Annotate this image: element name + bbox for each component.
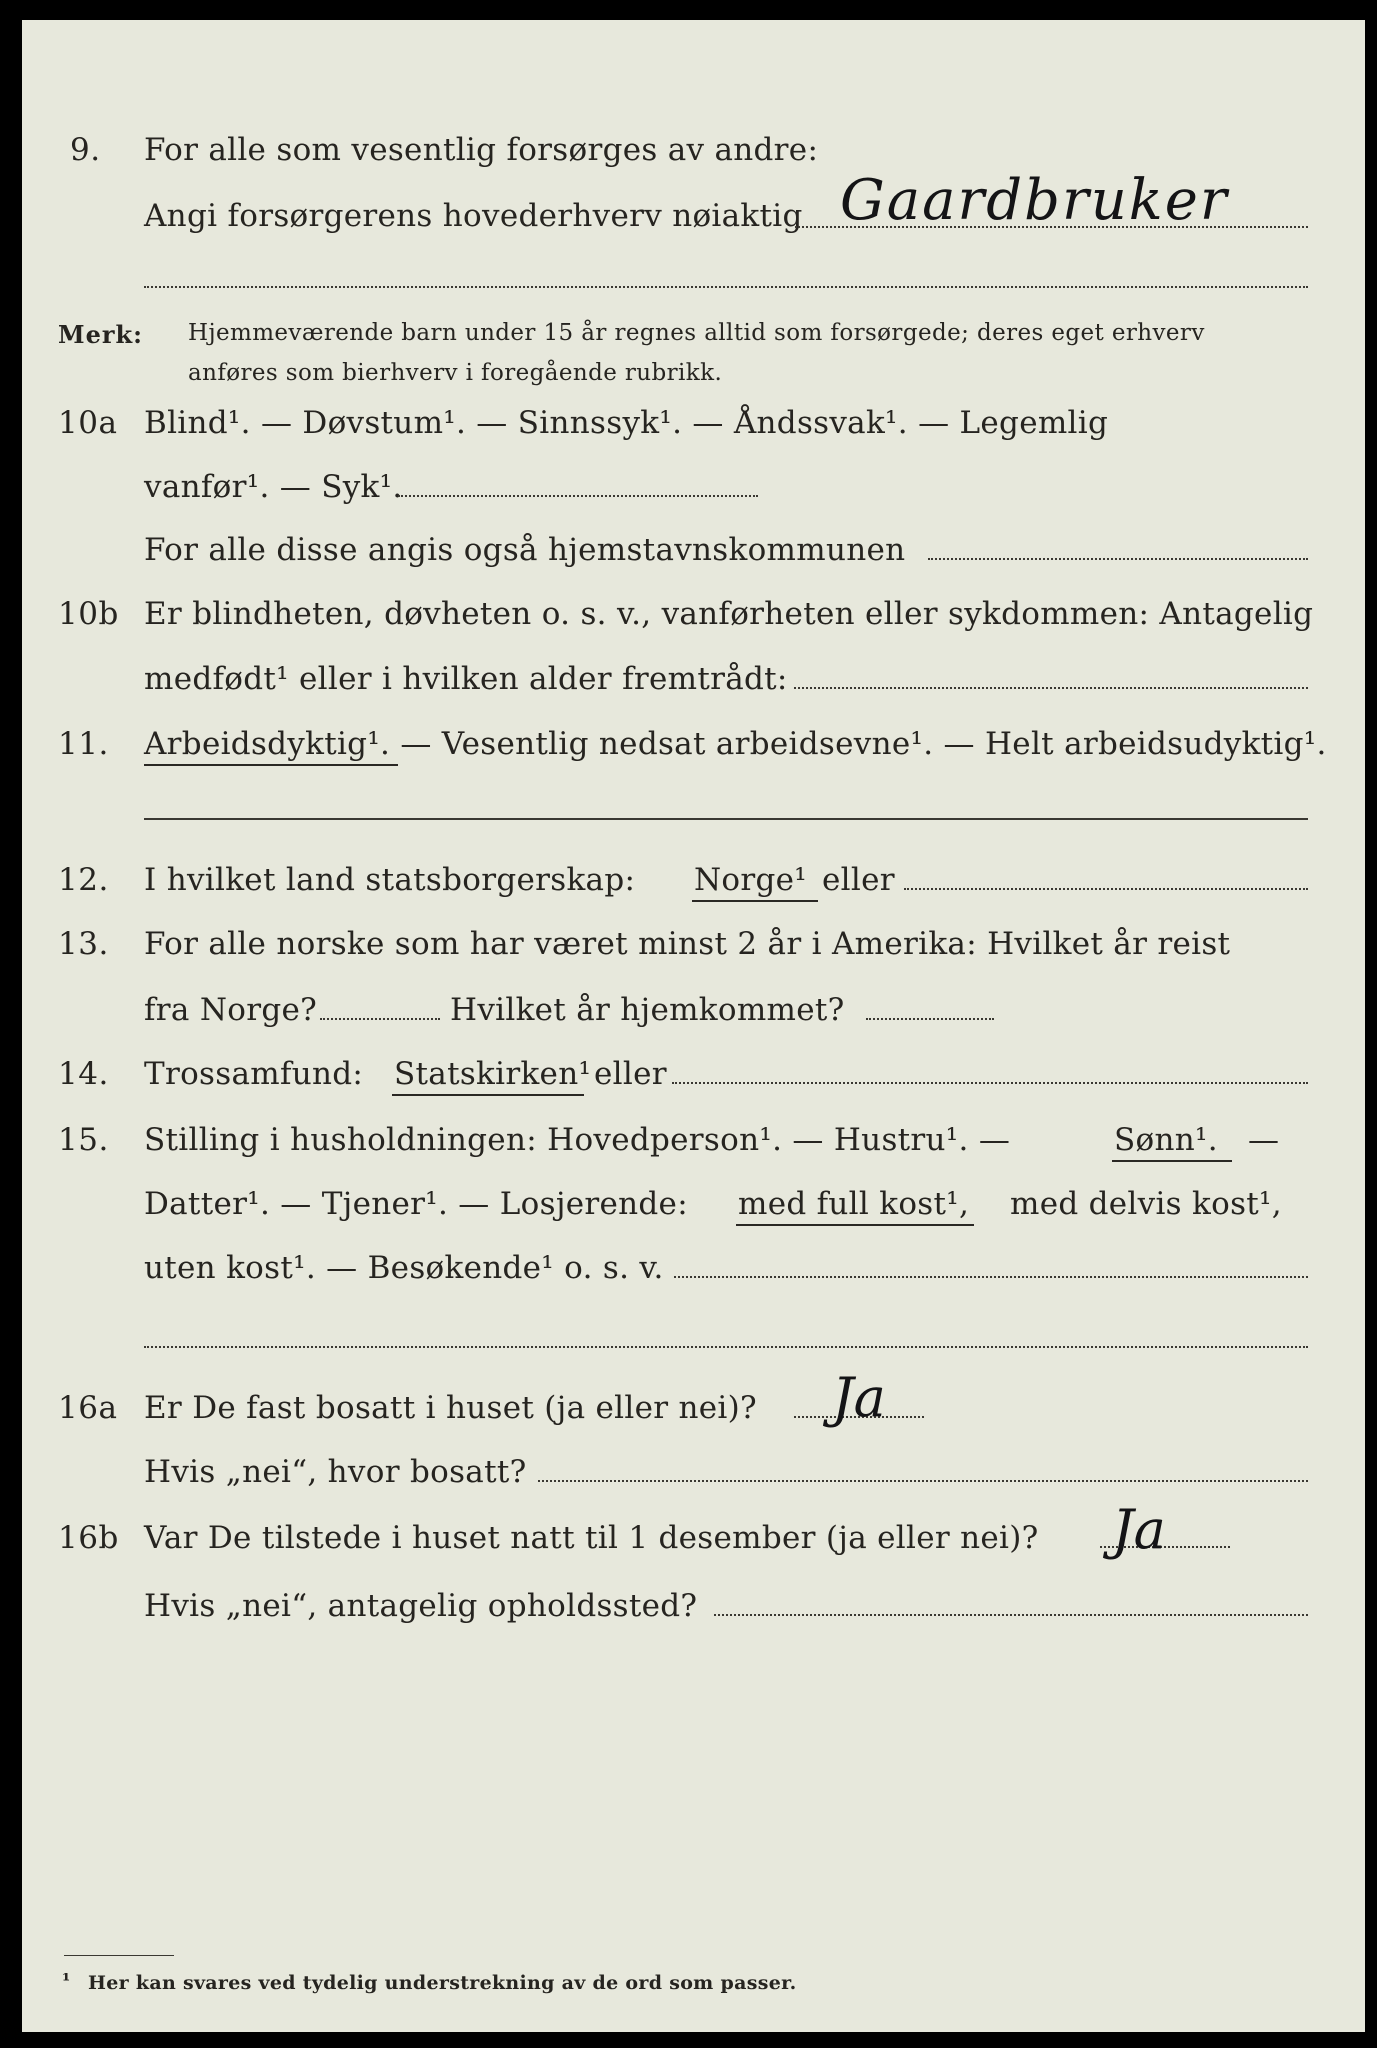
q9-handwritten-answer[interactable]: Gaardbruker [840,168,1229,233]
q10a-line1: Blind¹. — Døvstum¹. — Sinnssyk¹. — Åndssvak¹. — Legemlig [144,405,1109,441]
q11-number: 11. [58,726,109,762]
q16b-opholdssted-line[interactable] [714,1614,1308,1616]
q9-number: 9. [70,132,101,168]
q10b-answer-line[interactable] [794,687,1308,689]
footnote-text: Her kan svares ved tydelig understrekning av de ord som passer. [88,1972,797,1994]
q10a-syk-line[interactable] [398,495,758,497]
q11-text [144,726,1327,762]
footnote-marker: ¹ [62,1970,71,1992]
q14-suffix: eller [594,1056,667,1092]
q10a-line2: vanfør¹. — Syk¹. [144,469,403,505]
q15-extra-line [144,1346,1308,1348]
merk-line1: Hjemmeværende barn under 15 år regnes alltid som forsørgede; deres eget erhverv [188,320,1205,346]
q10b-line2: medfødt¹ eller i hvilken alder fremtrådt: [144,661,788,697]
form-page [22,20,1365,2032]
q12-handwritten-underline [692,900,818,902]
q13-line2a: fra Norge? [144,992,318,1028]
q11-handwritten-underline [144,764,398,766]
q12-suffix: eller [822,862,895,898]
q15-line1a: Stilling i husholdningen: Hovedperson¹. — Hustru¹. — [144,1122,1011,1158]
q16a-number: 16a [58,1390,118,1426]
q11-option-arbeidsdyktig[interactable]: Arbeidsdyktig¹. [144,726,391,762]
q13-line2b: Hvilket år hjemkommet? [450,992,845,1028]
merk-line2: anføres som bierhverv i foregående rubrikk. [188,360,723,386]
q10b-line1: Er blindheten, døvheten o. s. v., vanførheten eller sykdommen: Antagelig [144,596,1314,632]
q10a-hjemstavn-line[interactable] [928,558,1308,560]
q11-answer-line [144,818,1308,820]
q11-rest: — Vesentlig nedsat arbeidsevne¹. — Helt arbeidsudyktig¹. [390,726,1327,762]
q10a-number: 10a [58,405,118,441]
q13-reist-line[interactable] [320,1018,440,1020]
q16a-line2: Hvis „nei“, hvor bosatt? [144,1454,527,1490]
q13-line1: For alle norske som har været minst 2 år i Amerika: Hvilket år reist [144,926,1231,962]
q14-number: 14. [58,1056,109,1092]
q15-number: 15. [58,1122,109,1158]
q15-line2a: Datter¹. — Tjener¹. — Losjerende: [144,1186,688,1222]
q15-line3: uten kost¹. — Besøkende¹ o. s. v. [144,1250,664,1286]
q14-answer-line[interactable] [672,1082,1308,1084]
q15-answer-line[interactable] [674,1276,1308,1278]
q15-option-sonn[interactable]: Sønn¹. [1114,1122,1218,1158]
q12-option-norge[interactable]: Norge¹ [694,862,808,898]
q15-sonn-underline [1112,1160,1232,1162]
q15-line2c: med delvis kost¹, [1010,1186,1282,1222]
q15-full-kost-underline [736,1224,974,1226]
q16a-bosatt-line[interactable] [538,1480,1308,1482]
merk-label: Merk: [58,320,143,349]
q16b-line2: Hvis „nei“, antagelig opholdssted? [144,1588,698,1624]
q12-number: 12. [58,862,109,898]
q10a-line3: For alle disse angis også hjemstavnskommunen [144,532,906,568]
q9-line2: Angi forsørgerens hovederhverv nøiaktig [144,198,803,234]
q16a-line1: Er De fast bosatt i huset (ja eller nei)? [144,1390,757,1426]
q13-hjemkommet-line[interactable] [866,1018,994,1020]
q12-answer-line[interactable] [904,888,1308,890]
q15-option-full-kost[interactable]: med full kost¹, [738,1186,970,1222]
q16b-line1: Var De tilstede i huset natt til 1 desember (ja eller nei)? [144,1520,1039,1556]
q15-line1c: — [1248,1122,1280,1158]
q16a-handwritten-answer[interactable]: Ja [832,1366,886,1429]
q16b-handwritten-answer[interactable]: Ja [1112,1498,1166,1561]
footnote-rule [64,1955,174,1956]
q16b-number: 16b [58,1520,119,1556]
q10b-number: 10b [58,596,119,632]
q9-extra-line [144,286,1308,288]
q14-option-statskirken[interactable]: Statskirken¹ [394,1056,592,1092]
q12-prefix: I hvilket land statsborgerskap: [144,862,636,898]
q14-handwritten-underline [392,1094,584,1096]
q13-number: 13. [58,926,109,962]
q9-line1: For alle som vesentlig forsørges av andre: [144,132,819,168]
q14-prefix: Trossamfund: [144,1056,364,1092]
